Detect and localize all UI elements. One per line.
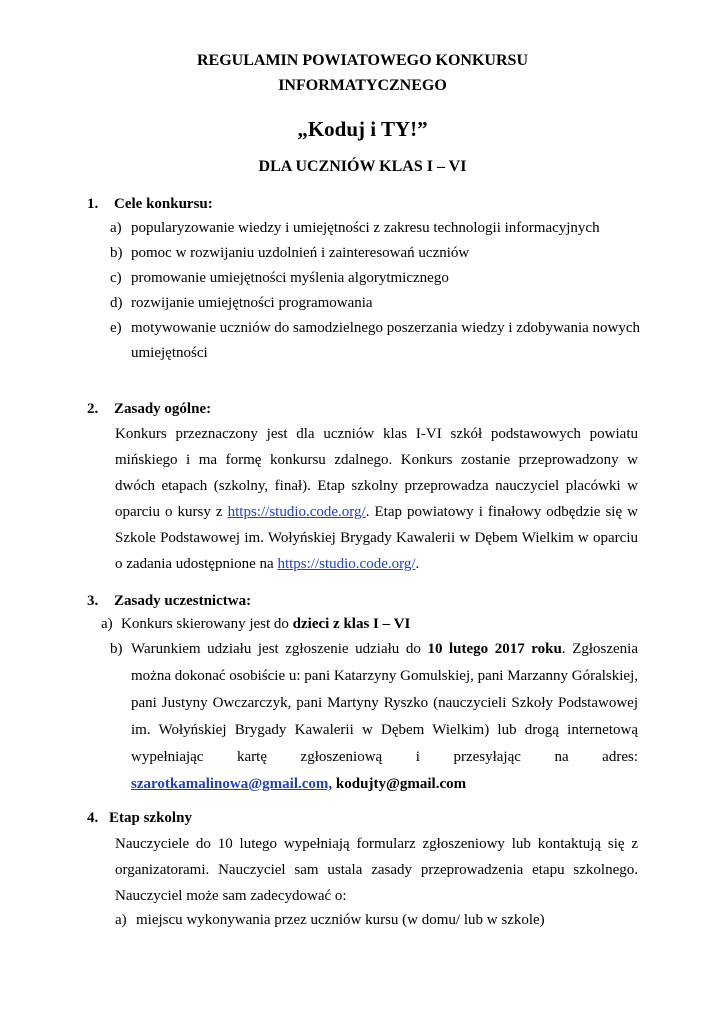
- section1-item-a-text: popularyzowanie wiedzy i umiejętności z zakresu technologii informacyjnych: [131, 220, 600, 236]
- section3-heading: Zasady uczestnictwa:: [114, 593, 252, 609]
- document-title-line2: INFORMATYCZNEGO: [278, 77, 447, 94]
- section1-number: 1.: [87, 196, 99, 212]
- section3-item-a-marker: a): [101, 616, 113, 632]
- section1-item-b-marker: b): [110, 245, 123, 261]
- section1-item-a-marker: a): [110, 220, 122, 236]
- section4-item-a-text: miejscu wykonywania przez uczniów kursu (w domu/ lub w szkole): [136, 912, 545, 928]
- contest-name: „Koduj i TY!”: [297, 117, 428, 141]
- section2-heading: Zasady ogólne:: [114, 401, 212, 417]
- section1-heading: Cele konkursu:: [114, 196, 213, 212]
- section3-item-b-paragraph: [131, 636, 638, 798]
- studio-code-link-1[interactable]: https://studio.code.org/: [227, 504, 366, 520]
- section2-text-part3: .: [415, 556, 420, 572]
- document-title-line1: REGULAMIN POWIATOWEGO KONKURSU: [197, 52, 528, 69]
- section3-item-b-text1: Warunkiem udziału jest zgłoszenie udziału do: [131, 641, 428, 657]
- section4-paragraph: Nauczyciele do 10 lutego wypełniają formularz zgłoszeniowy lub kontaktują się z organizatorami. Nauczyciel sam ustala zasady przeprowadzenia etapu szkolnego. Nauczyciel może sam zadecydować o:: [115, 836, 638, 904]
- section4-heading: Etap szkolny: [109, 810, 192, 826]
- section1-item-c-marker: c): [110, 270, 122, 286]
- section1-item-e-continuation: umiejętności: [131, 345, 208, 361]
- section1-item-d-text: rozwijanie umiejętności programowania: [131, 295, 373, 311]
- section1-item-d-marker: d): [110, 295, 123, 311]
- section2-paragraph: [115, 421, 638, 577]
- section3-number: 3.: [87, 593, 99, 609]
- section3-item-a-text: Konkurs skierowany jest do: [121, 616, 293, 632]
- section3-item-a: [121, 616, 410, 633]
- section1-item-e-marker: e): [110, 320, 122, 336]
- section1-item-c-text: promowanie umiejętności myślenia algorytmicznego: [131, 270, 449, 286]
- email-kodujty: kodujty@gmail.com: [335, 776, 467, 792]
- section4-number: 4.: [87, 810, 99, 826]
- section1-item-b-text: pomoc w rozwijaniu uzdolnień i zainteresowań uczniów: [131, 245, 470, 261]
- section2-text-part1: Konkurs przeznaczony jest dla uczniów klas I-VI szkół podstawowych powiatu mińskiego i ma formę konkursu zdalnego. Konkurs zostanie przeprowadzony w dwóch etapach (szkolny, finał). Etap szkolny przeprowadza nauczyciel placówki w oparciu o kursy z: [115, 426, 638, 520]
- section1-item-e-text: motywowanie uczniów do samodzielnego poszerzania wiedzy i zdobywania nowych: [131, 320, 641, 336]
- section4-item-a-marker: a): [115, 912, 127, 928]
- section3-item-b-date: 10 lutego 2017 roku: [427, 641, 562, 657]
- section2-number: 2.: [87, 401, 99, 417]
- audience-heading: DLA UCZNIÓW KLAS I – VI: [258, 158, 467, 175]
- studio-code-link-2[interactable]: https://studio.code.org/: [277, 556, 416, 572]
- section3-item-b-text2: . Zgłoszenia można dokonać osobiście u: pani Katarzyny Gomulskiej, pani Marzanny Góralskiej, pani Justyny Owczarczyk, pani Martyny Ryszko (nauczycieli Szkoły Podstawowej im. Wołyńskiej Brygady Kawalerii w Dębem Wielkim) lub drogą internetową wypełniając kartę zgłoszeniową i przesyłając na adres:: [131, 641, 638, 765]
- section3-item-b-marker: b): [110, 641, 123, 657]
- email-link-szarotka[interactable]: szarotkamalinowa@gmail.com,: [131, 776, 333, 792]
- section3-item-a-bold: dzieci z klas I – VI: [292, 616, 411, 632]
- section2-text-part2: . Etap powiatowy i finałowy odbędzie się w Szkole Podstawowej im. Wołyńskiej Brygady Kawalerii w Dębem Wielkim w oparciu o zadania udostępnione na: [115, 504, 639, 572]
